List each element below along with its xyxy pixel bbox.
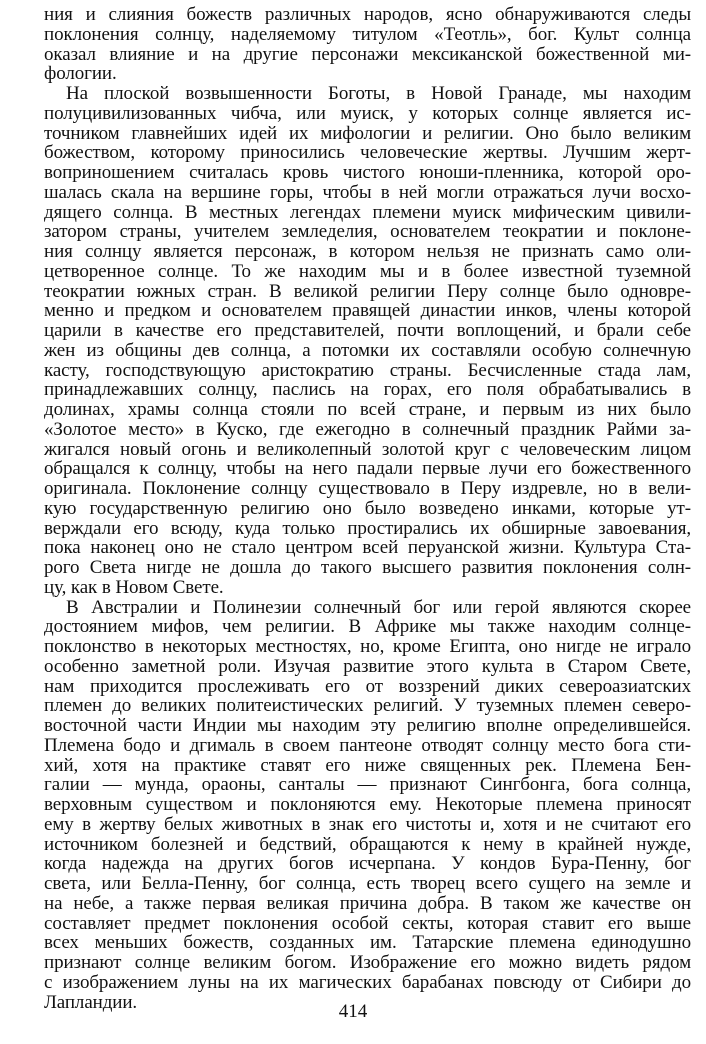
text-line: принадлежавших солнцу, паслись на горах, его поля обрабатывались в xyxy=(44,379,691,401)
text-line: фологии. xyxy=(44,63,117,85)
text-line: долинах, храмы солнца стояли по всей стране, и первым из них было xyxy=(44,399,691,420)
text-line: племен до великих политеистических религий. У туземных племен северо- xyxy=(44,695,691,717)
text-line: галии — мунда, ораоны, санталы — признают Сингбонга, бога солнца, xyxy=(44,774,691,796)
text-line: восточной части Индии мы находим эту религию вполне определившейся. xyxy=(44,715,691,736)
text-line: Лапландии. xyxy=(44,991,138,1013)
text-line: составляет предмет поклонения особой секты, которая ставит его выше xyxy=(44,912,691,934)
text-line: оказал влияние и на другие персонажи мексиканской божественной ми- xyxy=(44,43,691,65)
text-line: дящего солнца. В местных легендах племени муиск мифическим цивили- xyxy=(44,201,691,223)
paragraph xyxy=(44,598,691,1013)
text-line: менно и предком и основателем правящей династии инков, члены которой xyxy=(44,300,691,322)
text-line: поклонство в некоторых местностях, но, кроме Египта, оно нигде не играло xyxy=(44,636,691,657)
text-line: признают солнце великим богом. Изображение его можно видеть рядом xyxy=(44,952,691,973)
text-line: жен из общины дев солнца, а потомки их составляли особую солнечную xyxy=(44,339,691,361)
text-line: полуцивилизованных чибча, или муиск, у которых солнце является ис- xyxy=(44,102,691,124)
text-line: шалась скала на вершине горы, чтобы в ней могли отражаться лучи восхо- xyxy=(44,181,691,203)
text-line: ния и слияния божеств различных народов, ясно обнаруживаются следы xyxy=(44,4,691,25)
text-line: когда надежда на других богов исчерпана. У кондов Бура-Пенну, бог xyxy=(44,853,691,875)
text-line: теократии южных стран. В великой религии Перу солнце было одновре- xyxy=(44,280,691,302)
text-line: верждали его всюду, куда только простирались их обширные завоевания, xyxy=(44,517,691,539)
text-line: «Золотое место» в Куско, где ежегодно в солнечный праздник Райми за- xyxy=(44,418,691,440)
paragraph xyxy=(44,84,691,598)
text-line: с изображением луны на их магических барабанах повсюду от Сибири до xyxy=(44,971,691,993)
text-line: ему в жертву белых животных в знак его чистоты и, хотя и не считают его xyxy=(44,813,691,835)
text-line: обращался к солнцу, чтобы на него падали первые лучи его божественного xyxy=(44,458,691,480)
text-line: оригинала. Поклонение солнцу существовало в Перу издревле, но в вели- xyxy=(44,478,691,499)
text-line: нам приходится прослеживать его от воззрений диких североазиатских xyxy=(44,675,691,697)
text-line: поклонения солнцу, наделяемому титулом «Теотль», бог. Культ солнца xyxy=(44,23,691,45)
text-line: на небе, а также первая великая причина добра. В таком же качестве он xyxy=(44,892,691,914)
text-line: точником главнейших идей их мифологии и религии. Оно было великим xyxy=(44,122,691,144)
page-number: 414 xyxy=(338,1001,368,1022)
text-line: царили в качестве его представителей, почти воплощений, и брали себе xyxy=(44,320,691,341)
text-line: цетворенное солнце. То же находим мы и в более известной туземной xyxy=(44,260,691,282)
text-line: достоянием мифов, чем религии. В Африке мы также находим солнце- xyxy=(44,616,691,638)
text-line: В Австралии и Полинезии солнечный бог или герой являются скорее xyxy=(66,596,691,618)
text-line: источником болезней и бедствий, обращаются к нему в крайней нужде, xyxy=(44,833,691,855)
page-body xyxy=(44,5,691,1012)
text-line: верховным существом и поклоняются ему. Некоторые племена приносят xyxy=(44,794,691,815)
text-line: божеством, которому приносились человеческие жертвы. Лучшим жерт- xyxy=(44,142,691,164)
text-line: Племена бодо и дгималь в своем пантеоне отводят солнцу место бога сти- xyxy=(44,734,691,756)
text-line: ния солнцу является персонаж, в котором нельзя не признать само оли- xyxy=(44,241,691,262)
text-line: касту, господствующую аристократию страны. Бесчисленные стада лам, xyxy=(44,359,691,381)
paragraph xyxy=(44,5,691,84)
text-line: света, или Белла-Пенну, бог солнца, есть творец всего сущего на земле и xyxy=(44,873,691,894)
text-line: рого Света нигде не дошла до такого высшего развития поклонения солн- xyxy=(44,557,691,578)
text-line: цу, как в Новом Свете. xyxy=(44,576,224,598)
text-line: всех меньших божеств, созданных им. Татарские племена единодушно xyxy=(44,932,691,954)
text-line: хий, хотя на практике ставят его ниже священных рек. Племена Бен- xyxy=(44,754,691,776)
text-line: особенно заметной роли. Изучая развитие этого культа в Старом Свете, xyxy=(44,655,691,677)
text-line: кую государственную религию оно было возведено инками, которые ут- xyxy=(44,497,691,519)
text-line: затором страны, учителем земледелия, основателем теократии и поклоне- xyxy=(44,221,691,243)
text-line: пока наконец оно не стало центром всей перуанской жизни. Культура Ста- xyxy=(44,537,691,559)
text-line: воприношением считалась кровь чистого юноши-пленника, которой оро- xyxy=(44,162,691,183)
text-line: На плоской возвышенности Боготы, в Новой Гранаде, мы находим xyxy=(66,83,691,104)
text-line: жигался новый огонь и великолепный золотой круг с человеческим лицом xyxy=(44,438,691,460)
